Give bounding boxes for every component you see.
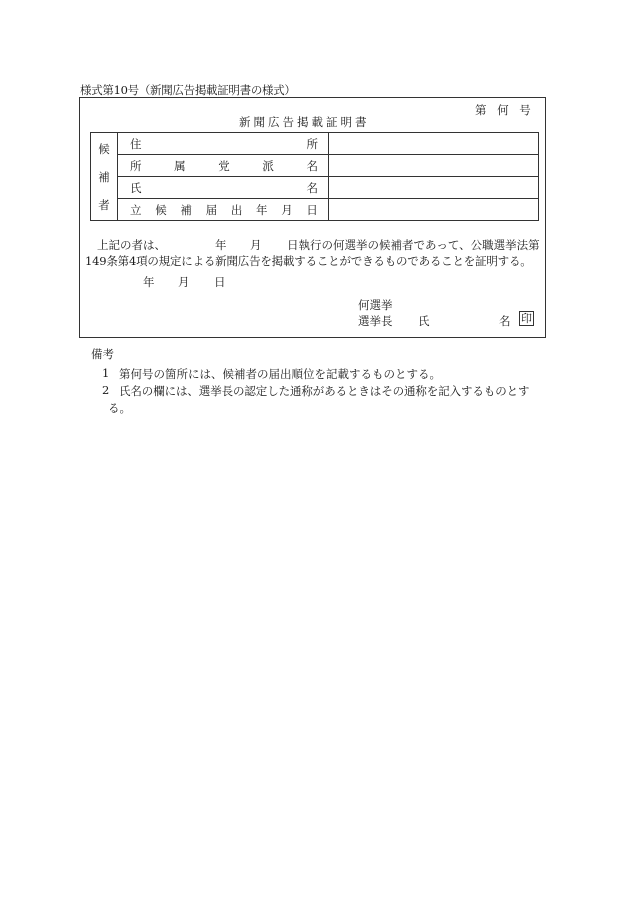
label-char: 住 [130, 136, 142, 151]
signature-shi: 氏 [418, 314, 430, 328]
note-text-continued: る。 [108, 401, 131, 415]
row-label-filing-date [118, 199, 329, 221]
label-char: 出 [230, 202, 243, 217]
form-title: 様式第10号（新聞広告掲載証明書の様式） [80, 83, 296, 97]
label-char: 候 [155, 202, 167, 217]
label-char: 党 [218, 158, 230, 173]
row-label-name [118, 177, 329, 199]
side-char: 補 [98, 169, 110, 184]
filing-date-value-cell[interactable] [329, 199, 539, 221]
address-value-cell[interactable] [329, 133, 539, 155]
notes-heading: 備考 [91, 347, 114, 361]
document-number: 第 何 号 [475, 103, 532, 117]
label-char: 立 [130, 202, 142, 217]
table-row [91, 133, 539, 155]
label-char: 氏 [130, 180, 142, 195]
candidate-table [90, 132, 539, 221]
label-char: 補 [180, 202, 192, 217]
label-char: 所 [306, 136, 318, 151]
party-value-cell[interactable] [329, 155, 539, 177]
note-number: 1 [102, 366, 110, 380]
body-line-1-end: 日執行の何選挙の候補者であって、公職選挙法第 [287, 238, 540, 252]
document-heading: 新聞広告掲載証明書 [239, 115, 370, 129]
row-label-address [118, 133, 329, 155]
row-label-party [118, 155, 329, 177]
label-char: 届 [205, 202, 218, 217]
label-char: 属 [174, 158, 186, 173]
label-char: 月 [281, 202, 293, 217]
note-number: 2 [102, 383, 110, 397]
seal-icon: 印 [521, 312, 532, 325]
signature-mei: 名 [499, 314, 511, 328]
table-row [91, 199, 539, 221]
body-line-1-year: 年 [215, 238, 227, 252]
table-row [91, 155, 539, 177]
label-char: 日 [306, 202, 318, 217]
date-month: 月 [178, 275, 190, 289]
signature-title: 選挙長 [358, 314, 393, 328]
seal-mark [519, 311, 534, 326]
side-char: 候 [98, 141, 110, 156]
note-text: 氏名の欄には、選挙長の認定した通称があるときはその通称を記入するものとす [119, 384, 530, 398]
body-line-1-start: 上記の者は、 [97, 238, 166, 252]
date-day: 日 [214, 275, 226, 289]
signature-election: 何選挙 [358, 298, 393, 312]
date-year: 年 [143, 275, 155, 289]
body-line-2: 149条第4項の規定による新聞広告を掲載することができるものであることを証明する。 [85, 254, 532, 268]
label-char: 名 [306, 180, 318, 195]
label-char: 年 [256, 202, 268, 217]
body-line-1-month: 月 [250, 238, 262, 252]
candidate-side-label [91, 133, 118, 221]
name-value-cell[interactable] [329, 177, 539, 199]
note-text: 第何号の箇所には、候補者の届出順位を記載するものとする。 [119, 367, 441, 381]
table-row [91, 177, 539, 199]
label-char: 派 [262, 158, 274, 173]
label-char: 所 [130, 158, 142, 173]
label-char: 名 [306, 158, 318, 173]
side-char: 者 [98, 197, 110, 212]
